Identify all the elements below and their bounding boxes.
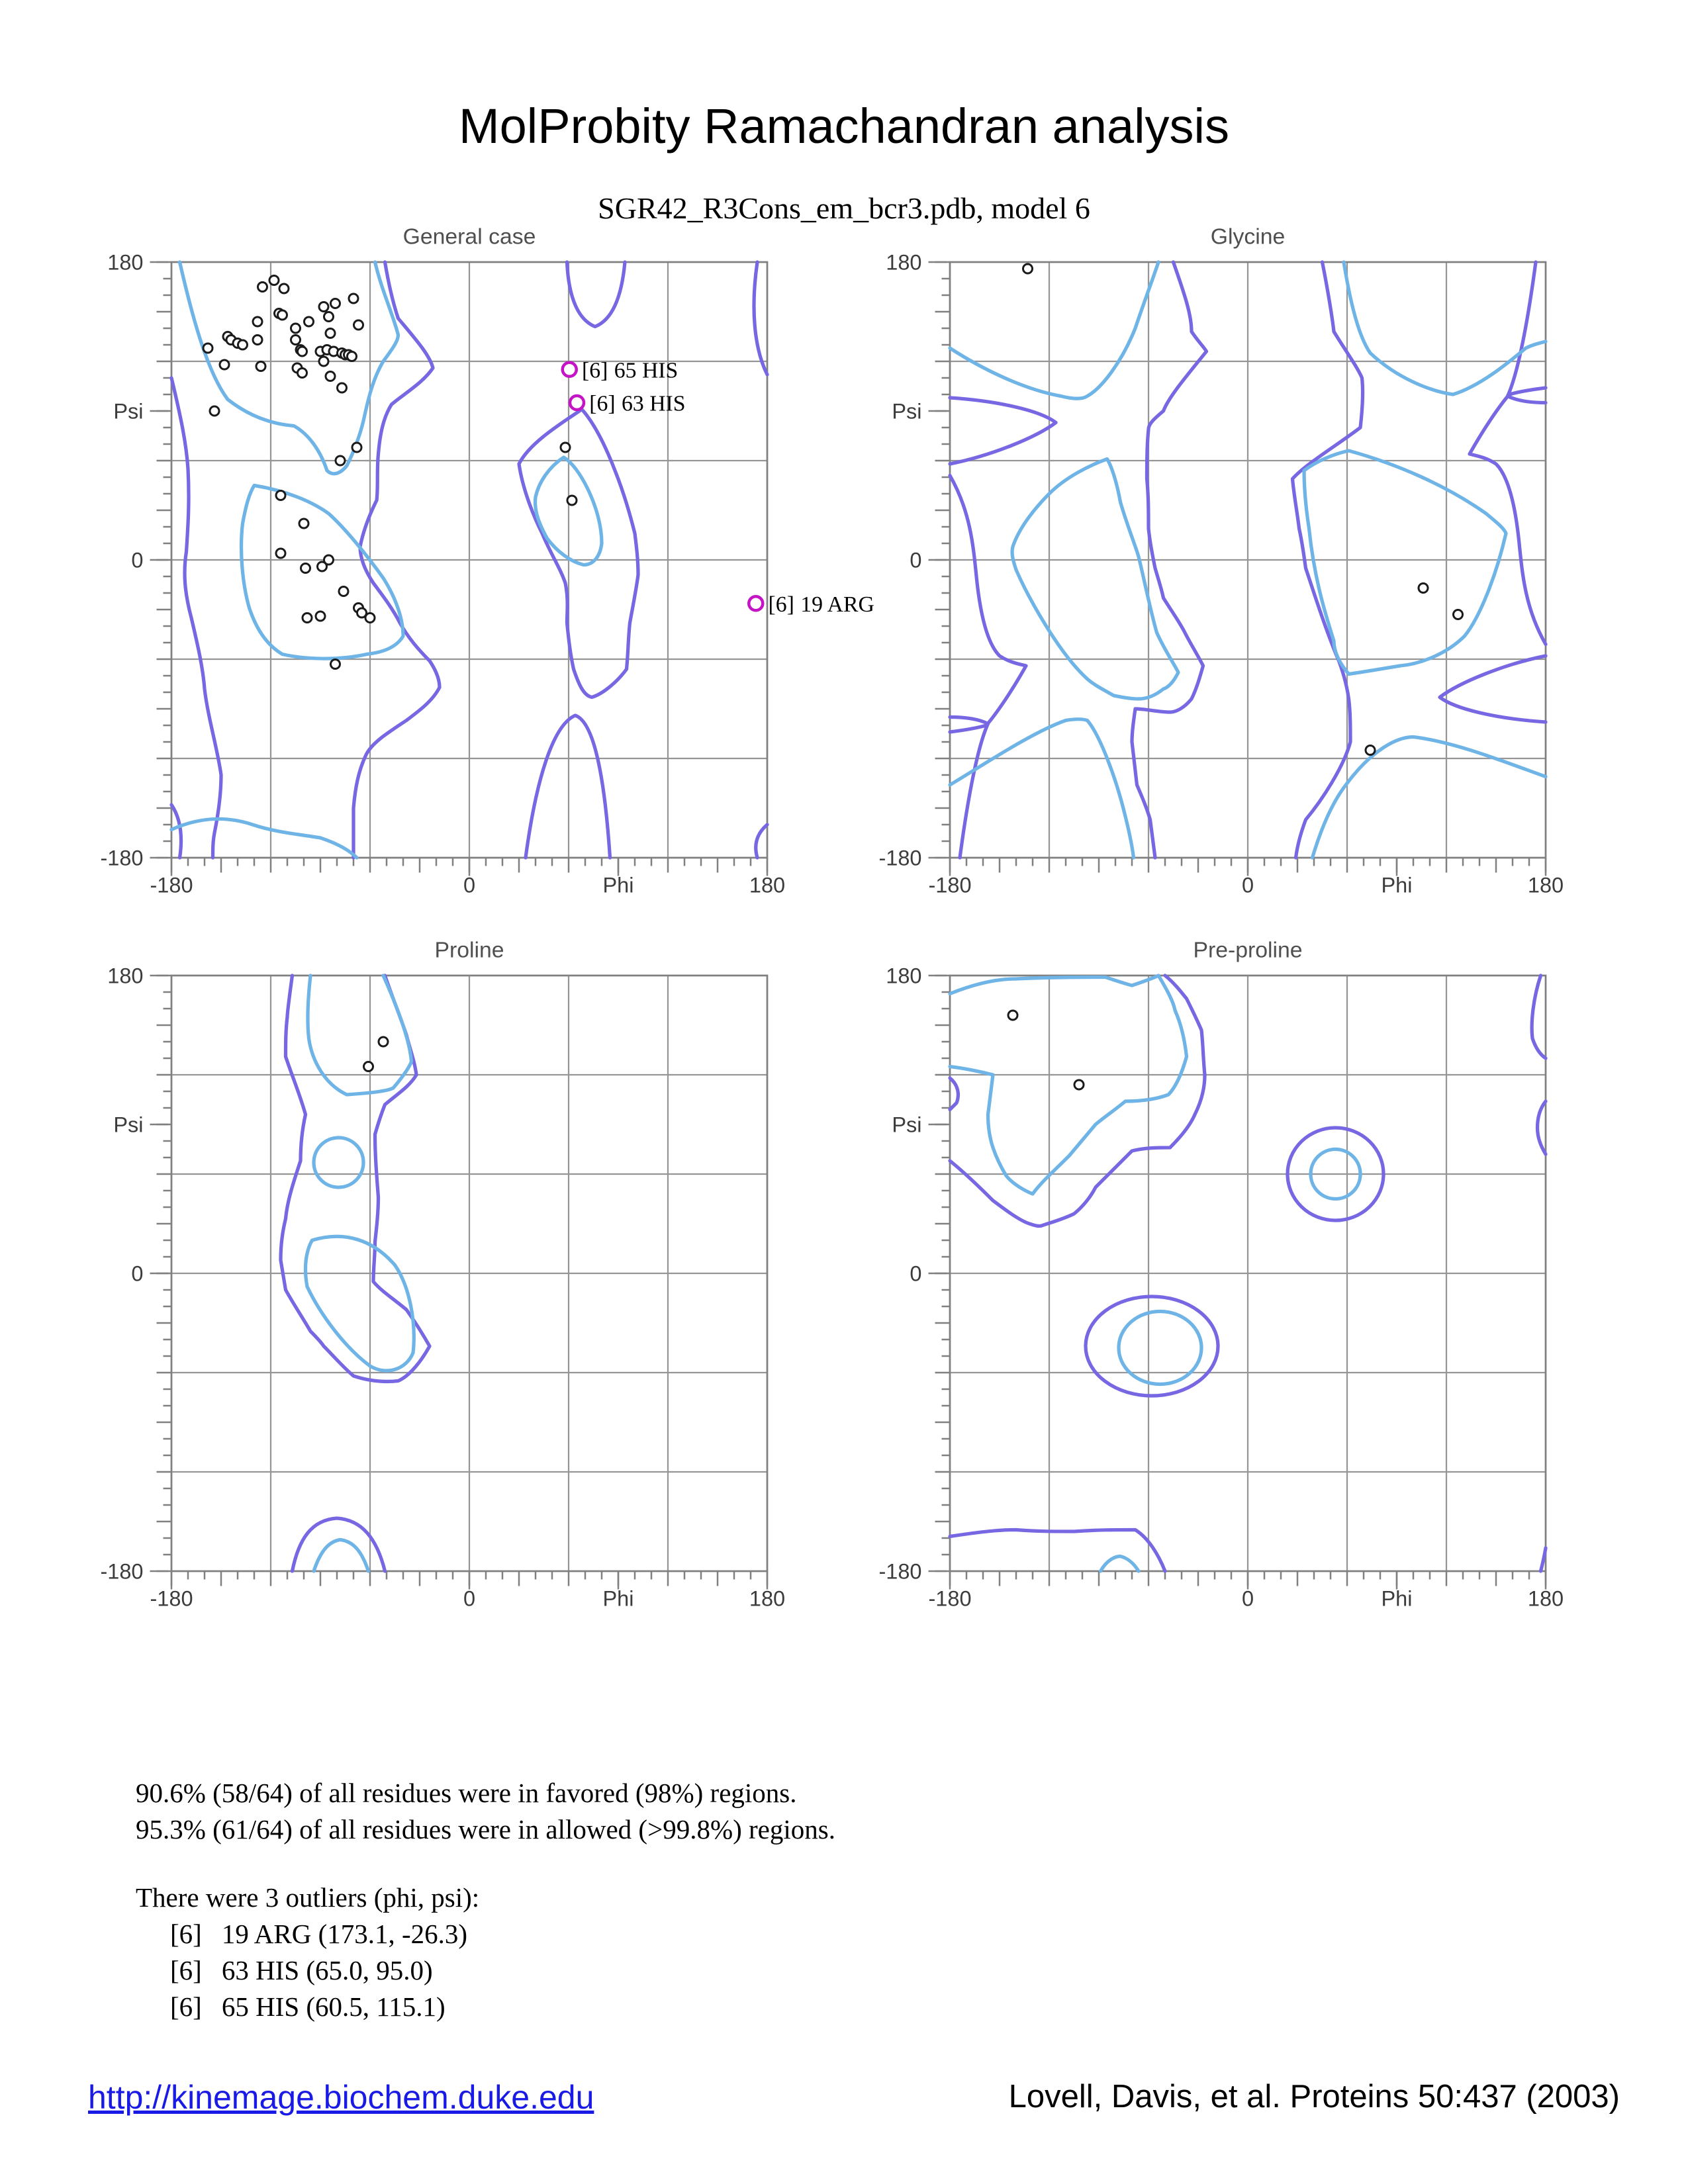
residue-point [319, 302, 328, 312]
residue-point [253, 317, 262, 326]
outlier-residue-label: 19 ARG [800, 592, 874, 617]
x-axis-label: Phi [602, 1586, 634, 1611]
y-axis-label: Psi [892, 1113, 922, 1137]
residue-point [301, 564, 310, 573]
outlier-point [749, 596, 763, 610]
x-axis-label: -180 [928, 1586, 972, 1611]
allowed-contour [171, 805, 181, 858]
residue-point [220, 360, 229, 369]
outlier-residue-label: 63 HIS [622, 391, 686, 416]
residue-point [279, 284, 289, 293]
x-axis-label: 0 [463, 1586, 476, 1611]
allowed-contour [950, 717, 988, 858]
footer [0, 2078, 1688, 2124]
plot-general-case [100, 224, 874, 897]
residue-point [326, 329, 335, 338]
residue-point [336, 456, 345, 465]
y-axis-label: -180 [878, 846, 922, 870]
residue-point [276, 549, 285, 558]
favored-contour [1101, 1557, 1139, 1572]
outlier-residue-label: 65 HIS [614, 358, 679, 383]
x-axis-label: 180 [749, 873, 786, 897]
x-axis-label: -180 [928, 873, 972, 897]
outlier-bracket-label: [6] [768, 592, 794, 617]
plot-title: Glycine [1210, 224, 1286, 250]
residue-point [299, 519, 308, 528]
allowed-stat-line: 95.3% (61/64) of all residues were in allowed (>99.8%) regions. [136, 1814, 835, 1844]
residue-point [1366, 746, 1375, 755]
favored-contour [314, 1138, 363, 1187]
outlier-bracket-label: [6] [582, 358, 608, 383]
y-axis-label: 0 [131, 548, 144, 572]
citation-text: Lovell, Davis, et al. Proteins 50:437 (2003) [1008, 2079, 1620, 2115]
y-axis-label: -180 [878, 1559, 922, 1584]
y-axis-label: 0 [910, 548, 922, 572]
residue-point [298, 347, 307, 356]
residue-point [291, 336, 301, 345]
residue-point [364, 1062, 373, 1071]
y-axis-label: 0 [910, 1261, 922, 1286]
residue-point [352, 443, 361, 452]
summary-stats [136, 1775, 835, 2025]
x-axis-label: 180 [749, 1586, 786, 1611]
outlier-header: There were 3 outliers (phi, psi): [136, 1882, 480, 1913]
outlier-list [136, 1916, 835, 2025]
kinemage-link[interactable]: http://kinemage.biochem.duke.edu [88, 2079, 594, 2116]
outlier-point [570, 396, 584, 410]
x-axis-label: Phi [602, 873, 634, 897]
y-axis-label: 180 [886, 964, 922, 988]
residue-point [354, 320, 363, 330]
x-axis-label: Phi [1381, 873, 1413, 897]
outlier-residue: 63 HIS (65.0, 95.0) [221, 1955, 433, 1985]
allowed-contour [1532, 976, 1546, 1058]
residue-point [319, 357, 328, 366]
x-axis-label: 0 [1241, 873, 1254, 897]
favored-contour [950, 719, 1134, 858]
favored-contour [1012, 459, 1178, 700]
favored-contour [308, 976, 412, 1095]
x-axis-label: 0 [463, 873, 476, 897]
residue-point [303, 614, 312, 623]
allowed-contour [526, 715, 610, 858]
allowed-contour [567, 262, 626, 327]
allowed-contour [1538, 1101, 1546, 1154]
residue-point [269, 276, 279, 285]
allowed-contour [171, 378, 221, 858]
x-axis-label: -180 [150, 1586, 193, 1611]
page-title: MolProbity Ramachandran analysis [459, 99, 1229, 154]
y-axis-label: Psi [892, 399, 922, 424]
spacer [136, 1848, 835, 1880]
allowed-contour [950, 476, 1026, 733]
residue-point [331, 299, 340, 308]
residue-point [331, 660, 340, 669]
residue-point [379, 1037, 388, 1046]
residue-point [339, 587, 348, 596]
allowed-contour [1508, 262, 1546, 403]
residue-point [349, 294, 358, 303]
y-axis-label: 180 [886, 250, 922, 275]
allowed-contour [519, 410, 638, 698]
residue-point [348, 352, 357, 361]
residue-point [258, 283, 267, 292]
allowed-contour [754, 262, 767, 375]
residue-point [338, 383, 347, 392]
x-axis-label: -180 [150, 873, 193, 897]
residue-point [276, 491, 285, 500]
plot-glycine [878, 224, 1564, 897]
allowed-contour [293, 1518, 385, 1571]
plot-title: General case [402, 224, 536, 250]
residue-point [1419, 584, 1428, 593]
allowed-contour [950, 1078, 958, 1110]
residue-point [324, 555, 334, 565]
y-axis-label: -180 [100, 846, 144, 870]
outlier-residue: 65 HIS (60.5, 115.1) [221, 1991, 445, 2022]
residue-point [1454, 610, 1463, 619]
favored-contour [950, 262, 1158, 398]
y-axis-label: 180 [107, 964, 144, 988]
favored-contour [314, 1540, 369, 1572]
residue-point [253, 336, 262, 345]
outlier-bracket: [6] [170, 1919, 202, 1949]
residue-point [324, 312, 334, 322]
residue-point [203, 343, 212, 353]
residue-point [256, 362, 265, 371]
residue-point [567, 496, 577, 505]
allowed-contour [756, 825, 767, 858]
plot-title: Pre-proline [1193, 937, 1303, 963]
residue-point [316, 612, 325, 621]
allowed-contour [950, 398, 1056, 464]
residue-point [291, 324, 301, 333]
residue-point [365, 614, 375, 623]
x-axis-label: Phi [1381, 1586, 1413, 1611]
x-axis-label: 0 [1241, 1586, 1254, 1611]
outlier-bracket-label: [6] [589, 391, 616, 416]
residue-point [1023, 264, 1033, 273]
plot-proline [100, 937, 786, 1611]
residue-point [326, 372, 335, 381]
residue-point [238, 340, 248, 349]
residue-point [278, 310, 287, 320]
residue-point [210, 406, 219, 416]
favored-contour [950, 976, 1187, 1194]
allowed-contour [1440, 656, 1546, 722]
residue-point [561, 443, 570, 452]
outlier-text-line [136, 1916, 835, 1952]
residue-point [298, 369, 307, 378]
outlier-point [563, 363, 577, 377]
x-axis-label: 180 [1527, 873, 1564, 897]
residue-point [1074, 1080, 1084, 1089]
favored-stat-line: 90.6% (58/64) of all residues were in favored (98%) regions. [136, 1778, 797, 1808]
outlier-bracket: [6] [170, 1955, 202, 1985]
favored-contour [171, 819, 357, 858]
outlier-bracket: [6] [170, 1991, 202, 2022]
y-axis-label: 180 [107, 250, 144, 275]
residue-point [305, 317, 314, 326]
plot-pre-proline [878, 937, 1564, 1611]
y-axis-label: 0 [131, 1261, 144, 1286]
outlier-text-line [136, 1989, 835, 2025]
outlier-residue: 19 ARG (173.1, -26.3) [221, 1919, 468, 1949]
residue-point [1008, 1011, 1017, 1020]
page-subtitle: SGR42_R3Cons_em_bcr3.pdb, model 6 [598, 191, 1090, 225]
favored-contour [1304, 451, 1506, 674]
y-axis-label: Psi [113, 1113, 144, 1137]
y-axis-label: -180 [100, 1559, 144, 1584]
y-axis-label: Psi [113, 399, 144, 424]
outlier-text-line [136, 1952, 835, 1989]
plot-title: Proline [434, 937, 504, 963]
favored-contour [180, 262, 399, 474]
x-axis-label: 180 [1527, 1586, 1564, 1611]
